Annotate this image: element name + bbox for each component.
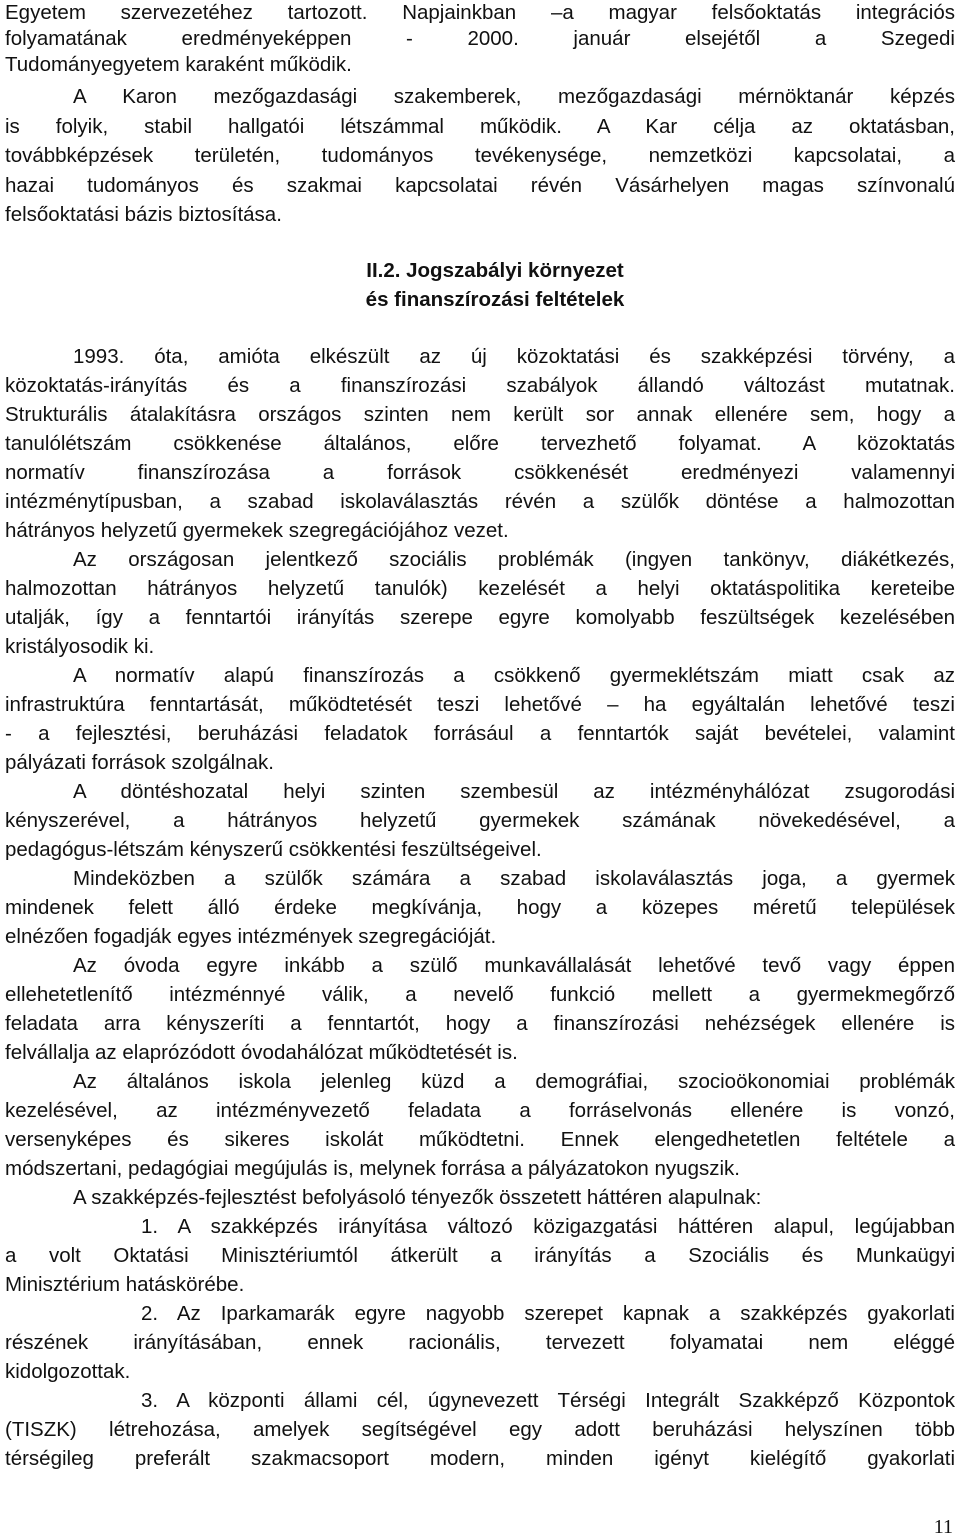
text-line: infrastruktúra fenntartását, működtetését teszi lehetővé – ha egyáltalán lehetővé teszi: [5, 693, 955, 716]
text-line: Mindeközben a szülők számára a szabad iskolaválasztás joga, a gyermek: [73, 867, 955, 890]
text-line: normatív finanszírozása a források csökkenését eredményezi valamennyi: [5, 461, 955, 484]
text-line: A Karon mezőgazdasági szakemberek, mezőgazdasági mérnöktanár képzés: [73, 85, 955, 108]
text-line: Az általános iskola jelenleg küzd a demográfiai, szocioökonomiai problémák: [73, 1070, 955, 1093]
text-line: kristályosodik ki.: [5, 635, 155, 658]
text-line: elnézően fogadják egyes intézmények szegregációját.: [5, 925, 497, 948]
list-item: 1. A szakképzés irányítása változó közigazgatási háttéren alapul, legújabban: [141, 1215, 955, 1238]
text-line: A normatív alapú finanszírozás a csökkenő gyermeklétszám miatt csak az: [73, 664, 955, 687]
list-item: 2. Az Iparkamarák egyre nagyobb szerepet kapnak a szakképzés gyakorlati: [141, 1302, 955, 1325]
text-line: A szakképzés-fejlesztést befolyásoló tényezők összetett háttéren alapulnak:: [73, 1186, 762, 1209]
section-heading: és finanszírozási feltételek: [365, 288, 625, 311]
page-number: 11: [933, 1516, 953, 1538]
text-line: (TISZK) létrehozása, amelyek segítségével egy adott beruházási helyszínen több: [5, 1418, 955, 1441]
text-line: hazai tudományos és szakmai kapcsolatai révén Vásárhelyen magas színvonalú: [5, 174, 955, 197]
text-line: Az országosan jelentkező szociális problémák (ingyen tankönyv, diákétkezés,: [73, 548, 955, 571]
text-line: Egyetem szervezetéhez tartozott. Napjainkban –a magyar felsőoktatás integrációs: [5, 1, 955, 24]
text-line: folyamatának eredményeképpen - 2000. január elsejétől a Szegedi: [5, 27, 955, 50]
text-line: hátrányos helyzetű gyermekek szegregációjához vezet.: [5, 519, 509, 542]
text-line: térségileg preferált szakmacsoport modern, minden igényt kielégítő gyakorlati: [5, 1447, 955, 1470]
text-line: Minisztérium hatáskörébe.: [5, 1273, 245, 1296]
text-line: intézménytípusban, a szabad iskolaválasztás révén a szülők döntése a halmozottan: [5, 490, 955, 513]
text-line: feladata arra kényszeríti a fenntartót, hogy a finanszírozási nehézségek ellenére is: [5, 1012, 955, 1035]
text-line: Strukturális átalakításra országos szinten nem került sor annak ellenére sem, hogy a: [5, 403, 955, 426]
text-line: közoktatás-irányítás és a finanszírozási szabályok állandó változást mutatnak.: [5, 374, 955, 397]
text-line: mindenek felett álló érdeke megkívánja, hogy a közepes méretű települések: [5, 896, 955, 919]
text-line: kidolgozottak.: [5, 1360, 131, 1383]
text-line: halmozottan hátrányos helyzetű tanulók) kezelését a helyi oktatáspolitika kereteibe: [5, 577, 955, 600]
text-line: módszertani, pedagógiai megújulás is, melynek forrása a pályázatokon nyugszik.: [5, 1157, 740, 1180]
text-line: kezelésével, az intézményvezető feladata a forráselvonás ellenére is vonzó,: [5, 1099, 955, 1122]
text-line: utalják, így a fenntartói irányítás szerepe egyre komolyabb feszültségek kezelésében: [5, 606, 955, 629]
text-line: pedagógus-létszám kényszerű csökkentési feszültségeivel.: [5, 838, 542, 861]
text-line: ellehetetlenítő intézménnyé válik, a nevelő funkció mellett a gyermekmegőrző: [5, 983, 955, 1006]
text-line: tanulólétszám csökkenése általános, előre tervezhető folyamat. A közoktatás: [5, 432, 955, 455]
text-line: pályázati források szolgálnak.: [5, 751, 274, 774]
text-line: Tudományegyetem karaként működik.: [5, 53, 352, 76]
text-line: részének irányításában, ennek racionális, tervezett folyamatai nem eléggé: [5, 1331, 955, 1354]
text-line: versenyképes és sikeres iskolát működtetni. Ennek elengedhetetlen feltétele a: [5, 1128, 955, 1151]
text-line: a volt Oktatási Minisztériumtól átkerült a irányítás a Szociális és Munkaügyi: [5, 1244, 955, 1267]
text-line: Az óvoda egyre inkább a szülő munkavállalását lehetővé tevő vagy éppen: [73, 954, 955, 977]
section-heading: II.2. Jogszabályi környezet: [366, 259, 624, 282]
text-line: felsőoktatási bázis biztosítása.: [5, 203, 282, 226]
text-line: is folyik, stabil hallgatói létszámmal működik. A Kar célja az oktatásban,: [5, 115, 955, 138]
text-line: felvállalja az elaprózódott óvodahálózat működtetését is.: [5, 1041, 518, 1064]
text-line: - a fejlesztési, beruházási feladatok forrásául a fenntartók saját bevételei, valamint: [5, 722, 955, 745]
text-line: A döntéshozatal helyi szinten szembesül az intézményhálózat zsugorodási: [73, 780, 955, 803]
text-line: 1993. óta, amióta elkészült az új közoktatási és szakképzési törvény, a: [73, 345, 955, 368]
list-item: 3. A központi állami cél, úgynevezett Térségi Integrált Szakképző Központok: [141, 1389, 955, 1412]
text-line: kényszerével, a hátrányos helyzetű gyermekek számának növekedésével, a: [5, 809, 955, 832]
text-line: továbbképzések területén, tudományos tevékenysége, nemzetközi kapcsolatai, a: [5, 144, 955, 167]
